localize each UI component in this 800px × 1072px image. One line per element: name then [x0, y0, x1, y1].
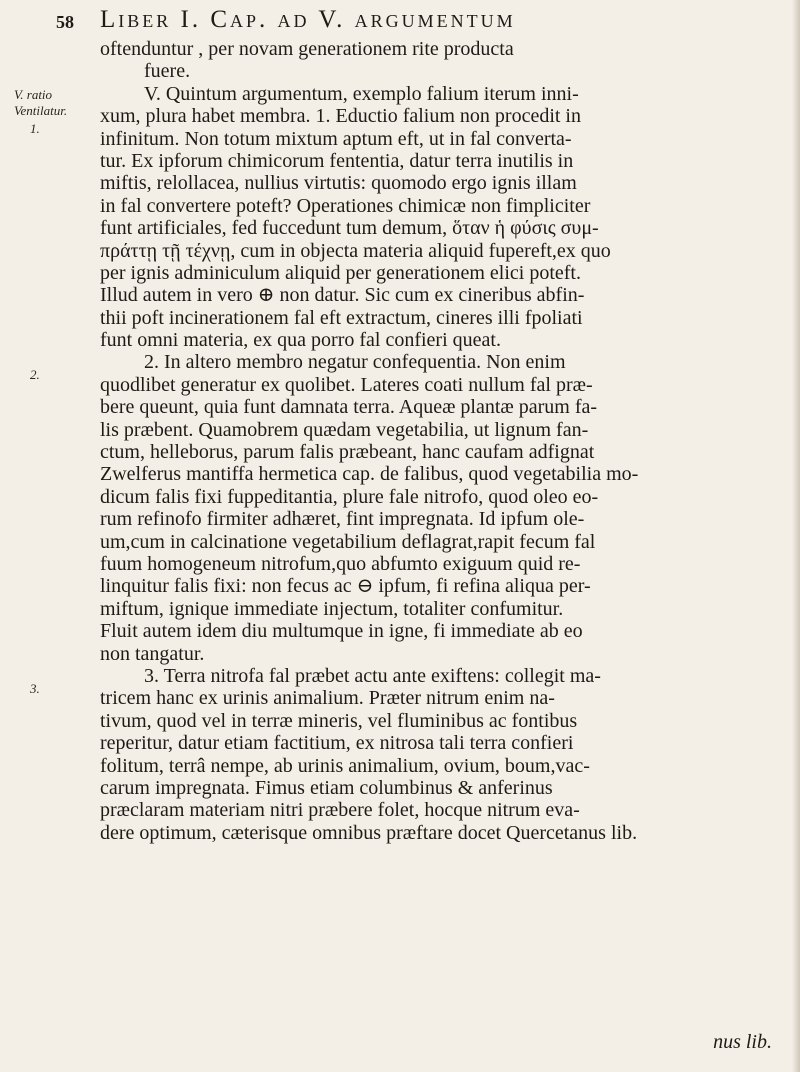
text-line: Zwelferus mantiffa hermetica cap. de falibus, quod vegetabilia mo-	[100, 463, 639, 486]
text-line: πράττῃ τῇ τέχνῃ, cum in objecta materia aliquid fupereft,ex quo	[100, 239, 611, 262]
text-line: per ignis adminiculum aliquid per generationem elici poteft.	[100, 261, 581, 284]
margin-note-3: 3.	[30, 681, 40, 696]
text-line: fuum homogeneum nitrofum,quo abfumto exiguum quid re-	[100, 552, 581, 575]
text-line: V. Quintum argumentum, exemplo falium iterum inni-	[144, 82, 579, 105]
text-line: funt omni materia, ex qua porro fal confieri queat.	[100, 329, 501, 352]
text-line: dere optimum, cæterisque omnibus præftare docet Quercetanus lib.	[100, 821, 638, 844]
text-line: carum impregnata. Fimus etiam columbinus & anferinus	[100, 776, 553, 799]
text-column	[100, 38, 776, 844]
page-header	[0, 4, 800, 38]
text-line: Illud autem in vero ⊕ non datur. Sic cum ex cineribus abfin-	[100, 284, 585, 307]
margin-note-2: 2.	[30, 367, 40, 382]
text-line: lis præbent. Quamobrem quædam vegetabilia, ut lignum fan-	[100, 418, 589, 441]
text-line: tivum, quod vel in terræ mineris, vel fluminibus ac fontibus	[100, 709, 578, 732]
text-line: infinitum. Non totum mixtum aptum eft, ut in fal converta-	[100, 127, 572, 150]
text-line: 3. Terra nitrofa fal præbet actu ante exiftens: collegit ma-	[144, 664, 601, 687]
text-line: xum, plura habet membra. 1. Eductio falium non procedit in	[100, 105, 581, 128]
text-line: Fluit autem idem diu multumque in igne, fi immediate ab eo	[100, 620, 583, 643]
text-line: bere queunt, quia funt damnata terra. Aqueæ plantæ parum fa-	[100, 396, 598, 419]
margin-note-1: 1.	[30, 121, 40, 136]
catchword: nus lib.	[713, 1031, 772, 1053]
text-line: non tangatur.	[100, 642, 205, 665]
text-line: in fal convertere poteft? Operationes chimicæ non fimpliciter	[100, 194, 591, 217]
margin-note-ventilatur: Ventilatur.	[14, 103, 68, 118]
page-edge-shadow	[792, 0, 800, 1072]
text-line: præclaram materiam nitri præbere folet, hocque nitrum eva-	[100, 799, 580, 822]
text-line: dicum falis fixi fuppeditantia, plure fale nitrofo, quod oleo eo-	[100, 485, 599, 508]
page-number: 58	[56, 12, 74, 32]
text-line: funt artificiales, fed fuccedunt tum demum, ὅταν ἡ φύσις συμ-	[100, 217, 599, 240]
text-line: rum refinofo firmiter adhæret, fint impregnata. Id ipfum ole-	[100, 508, 585, 531]
text-line: 2. In altero membro negatur confequentia. Non enim	[144, 351, 566, 374]
text-line: tricem hanc ex urinis animalium. Præter nitrum enim na-	[100, 687, 555, 710]
text-line: ctum, helleborus, parum falis præbeant, hanc caufam adfignat	[100, 441, 595, 464]
text-line: fuere.	[144, 60, 191, 83]
text-line: linquitur falis fixi: non fecus ac ⊖ ipfum, fi refina aliqua per-	[100, 575, 591, 598]
running-head: Liber I. Cap. ad V. argumentum	[100, 6, 516, 33]
text-line: reperitur, datur etiam factitium, ex nitrosa tali terra confieri	[100, 732, 574, 755]
text-line: quodlibet generatur ex quolibet. Lateres coati nullum fal præ-	[100, 373, 593, 396]
text-line: thii poft incinerationem fal eft extractum, cineres illi fpoliati	[100, 306, 583, 329]
text-line: um,cum in calcinatione vegetabilium deflagrat,rapit fecum fal	[100, 530, 596, 553]
text-line: oftenduntur , per novam generationem rite producta	[100, 38, 514, 60]
text-line: tur. Ex ipforum chimicorum fententia, datur terra inutilis in	[100, 149, 574, 172]
text-line: miftum, ignique immediate injectum, totaliter confumitur.	[100, 597, 564, 620]
text-line: miftis, relollacea, nullius virtutis: quomodo ergo ignis illam	[100, 172, 577, 195]
text-line: folitum, terrâ nempe, ab urinis animalium, ovium, boum,vac-	[100, 754, 590, 777]
margin-note-ratio: V. ratio	[14, 87, 53, 102]
